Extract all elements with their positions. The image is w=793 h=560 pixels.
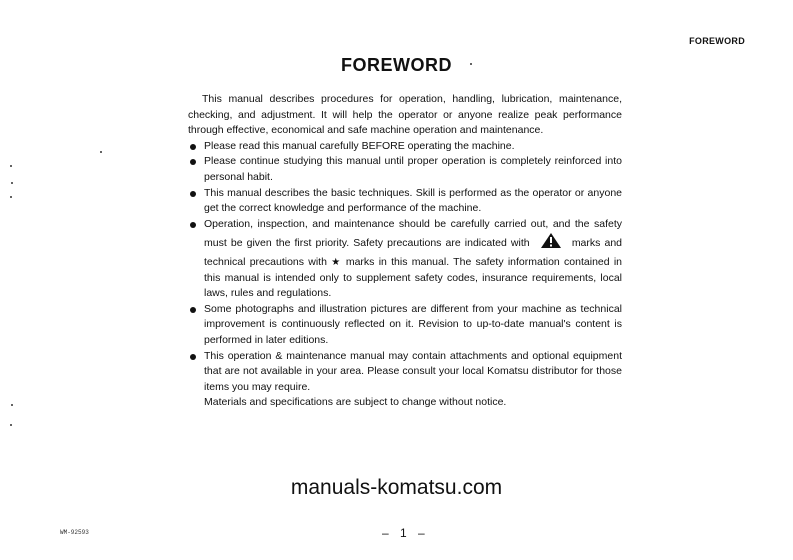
bullet-dot xyxy=(190,191,196,197)
list-item xyxy=(188,349,622,396)
list-item-text: Please continue studying this manual until proper operation is completely reinforced into personal habit. xyxy=(204,155,622,183)
page-number: – 1 – xyxy=(382,526,429,540)
bullet-list xyxy=(188,139,622,396)
scan-speck xyxy=(100,151,102,153)
list-item-text: Some photographs and illustration pictures are different from your machine as technical improvement is continuously reflected on it. Revision to up-to-date manual's content is performed in later editions. xyxy=(204,302,622,346)
list-item-text: This manual describes the basic techniques. Skill is performed as the operator or anyone get the correct knowledge and performance of the machine. xyxy=(204,186,622,215)
list-item xyxy=(188,186,622,217)
list-item xyxy=(188,139,622,155)
warning-triangle-icon xyxy=(540,232,562,255)
star-icon: ★ xyxy=(331,256,342,268)
running-header: FOREWORD xyxy=(689,36,745,46)
bullet-dot xyxy=(190,222,196,228)
scan-speck xyxy=(10,165,12,167)
scan-speck xyxy=(10,424,12,426)
bullet-dot xyxy=(190,307,196,313)
list-item-text: This operation & maintenance manual may contain attachments and optional equipment that are not available in your area. Please consult your local Komatsu distributor for those items you may require. xyxy=(204,349,622,393)
bullet-dot xyxy=(190,159,196,165)
closing-note: Materials and specifications are subject to change without notice. xyxy=(204,396,507,409)
list-item-text: Please read this manual carefully BEFORE operating the machine. xyxy=(204,139,515,152)
scan-speck xyxy=(10,196,12,198)
intro-paragraph: This manual describes procedures for operation, handling, lubrication, maintenance, checking, and adjustment. It will help the operator or anyone realize peak performance through effective, economical and safe machine operation and maintenance. xyxy=(188,93,622,137)
bullet-dot xyxy=(190,354,196,360)
watermark-text: manuals-komatsu.com xyxy=(290,476,503,499)
scan-speck xyxy=(11,182,13,184)
list-item-text-part-c: marks in this manual. The safety information contained in this manual is intended only to supplement safety codes, insurance requirements, local laws, rules and regulations. xyxy=(204,255,623,300)
list-item xyxy=(188,154,622,185)
list-item-text-part-b: marks and technical precautions with xyxy=(204,237,623,268)
list-item xyxy=(188,302,622,349)
page-title: FOREWORD xyxy=(341,55,452,75)
list-item xyxy=(188,217,622,302)
document-code: WM-92593 xyxy=(60,529,89,536)
list-item-text-part-a: Operation, inspection, and maintenance should be carefully carried out, and the safety must be given the first priority. Safety precautions are indicated with xyxy=(204,217,622,250)
bullet-dot xyxy=(190,144,196,150)
scan-speck xyxy=(11,404,13,406)
scan-speck xyxy=(470,63,472,65)
foreword-body xyxy=(188,92,622,411)
